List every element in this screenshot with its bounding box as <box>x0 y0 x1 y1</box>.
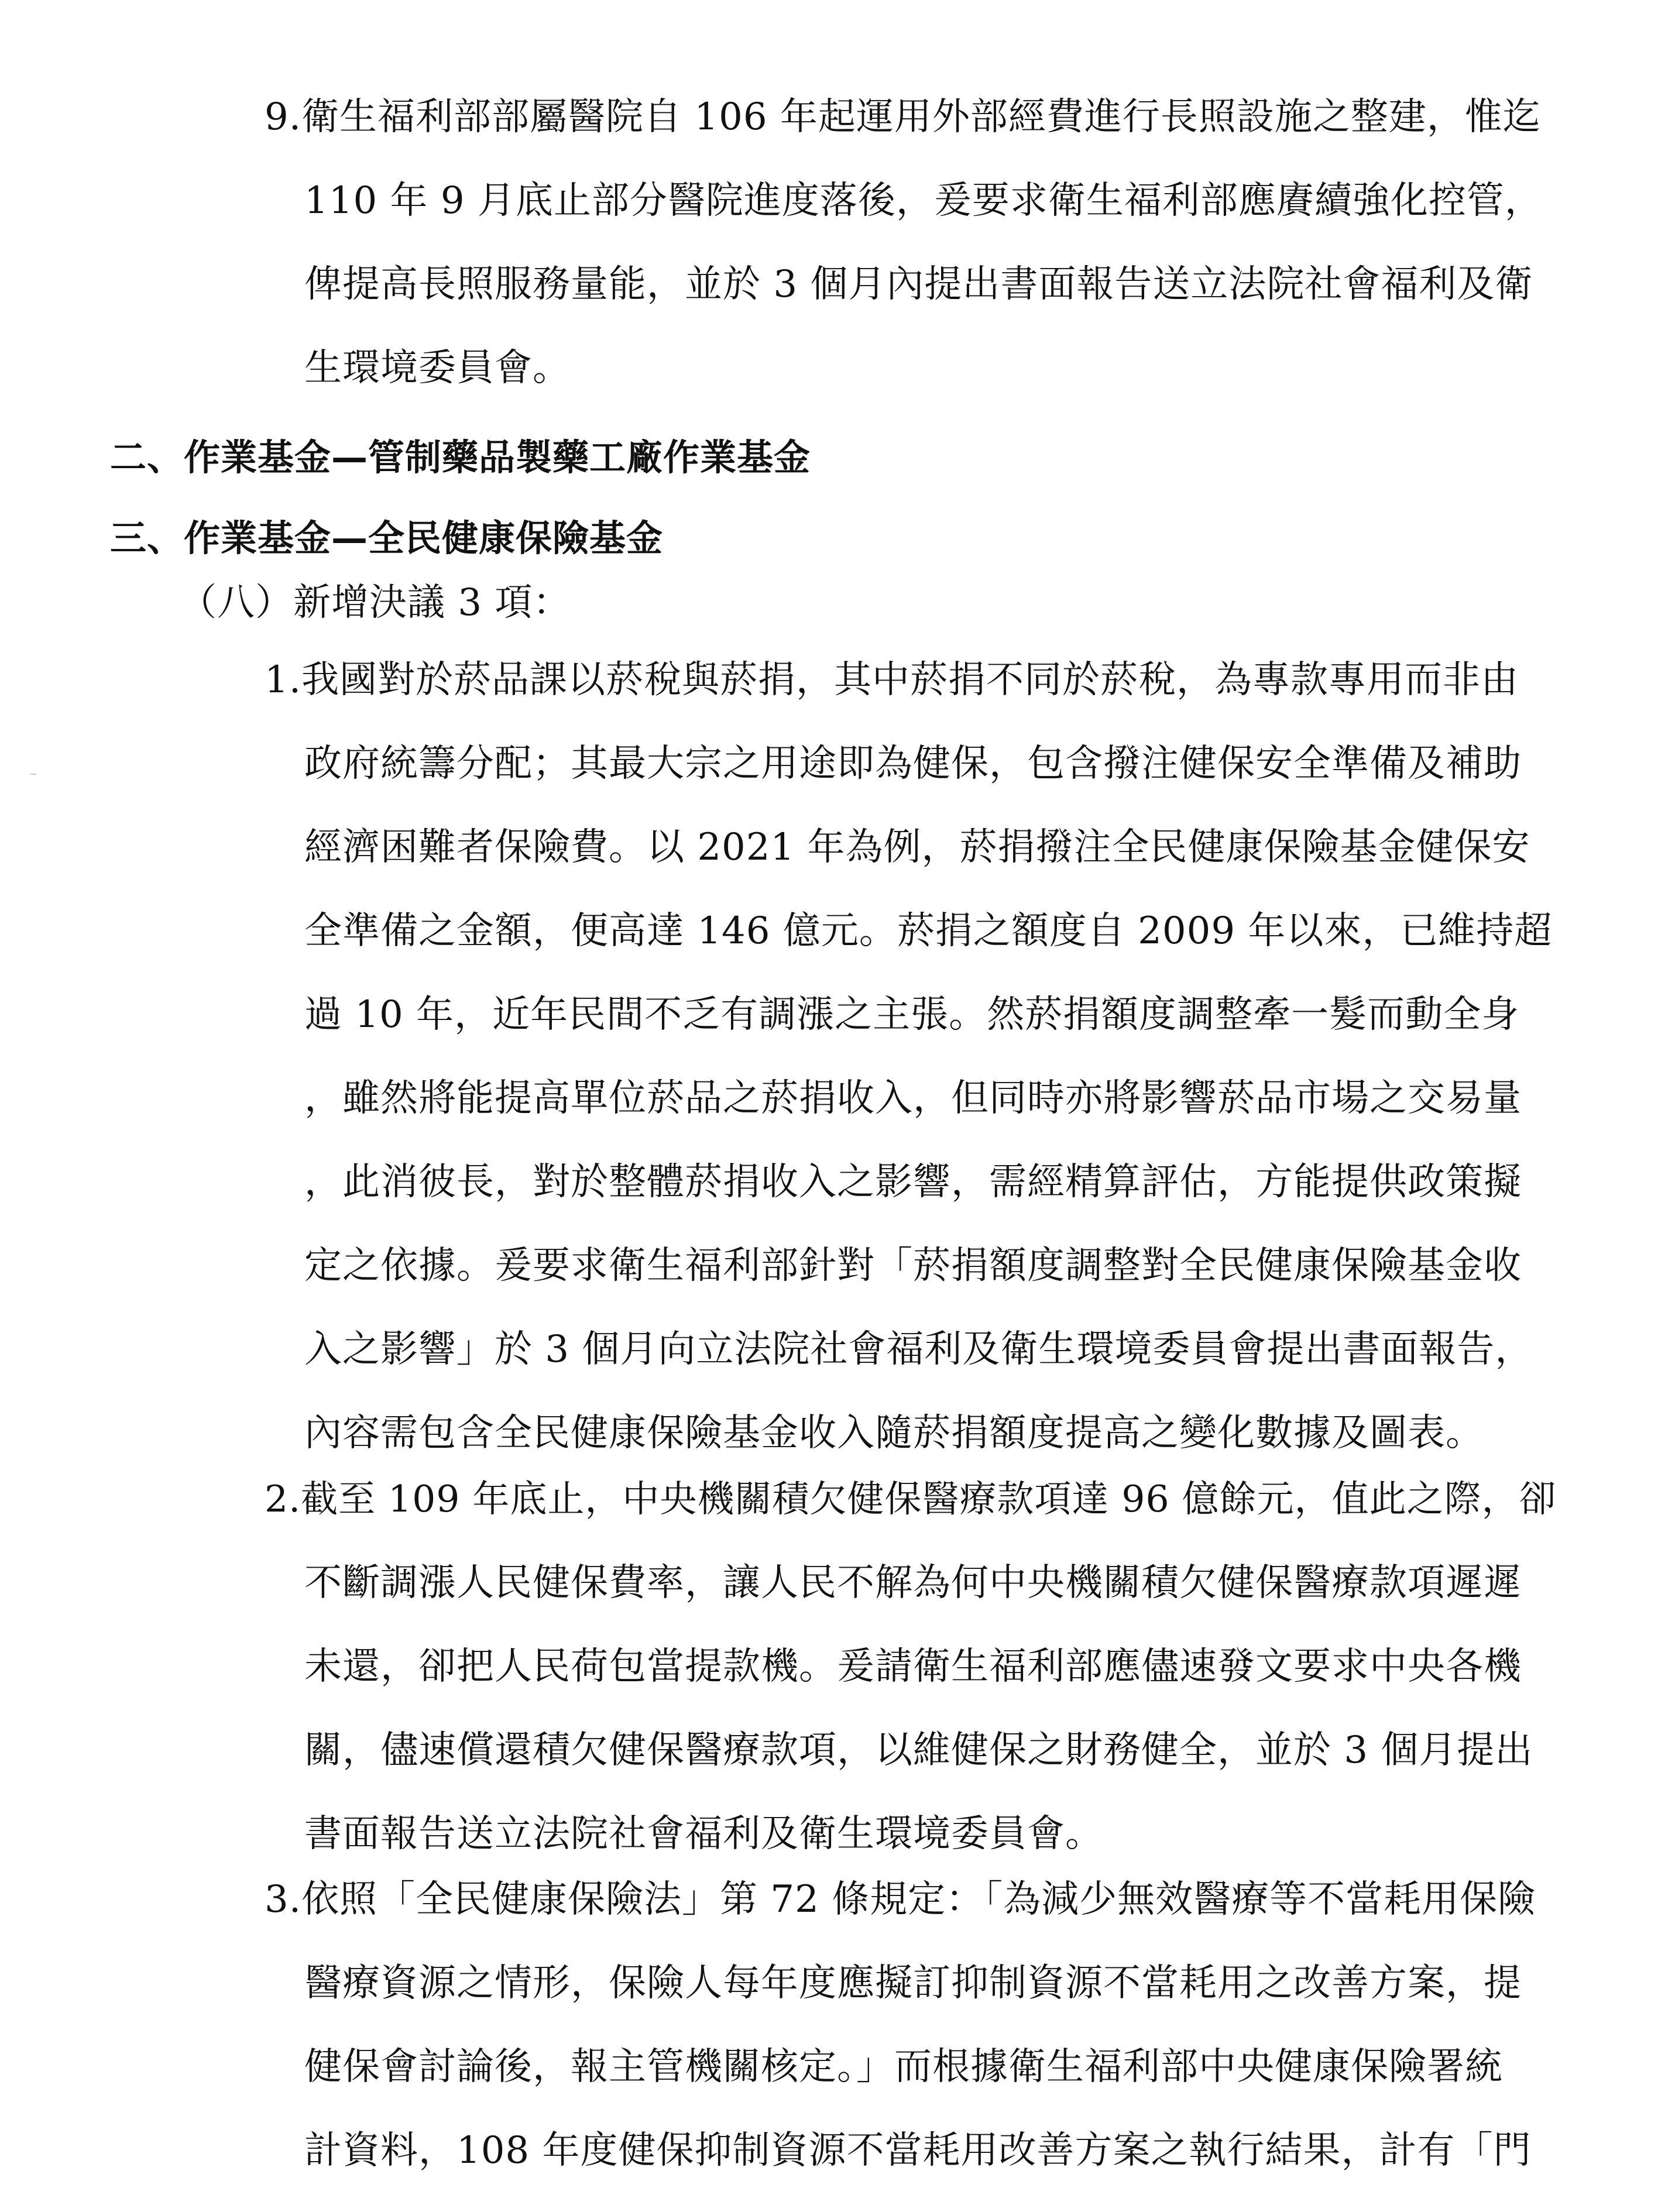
item9-line: 110 年 9 月底止部分醫院進度落後，爰要求衛生福利部應賡續強化控管， <box>304 179 1543 222</box>
resolution1-line: 過 10 年，近年民間不乏有調漲之主張。然菸捐額度調整牽一髮而動全身 <box>304 993 1520 1036</box>
item9-line: 俾提高長照服務量能，並於 3 個月內提出書面報告送立法院社會福利及衛 <box>304 263 1533 306</box>
scan-mark <box>30 774 36 775</box>
resolution1-line: 定之依據。爰要求衛生福利部針對「菸捐額度調整對全民健康保險基金收 <box>304 1244 1522 1287</box>
item9-line: 生環境委員會。 <box>304 346 571 390</box>
resolution2-line: 不斷調漲人民健保費率，讓人民不解為何中央機關積欠健保醫療款項遲遲 <box>304 1561 1522 1605</box>
section3-title: 三、作業基金—全民健康保險基金 <box>110 517 664 559</box>
resolution1-line: 1.我國對於菸品課以菸稅與菸捐，其中菸捐不同於菸稅，為專款專用而非由 <box>265 658 1519 702</box>
resolution2-line: 未還，卻把人民荷包當提款機。爰請衛生福利部應儘速發文要求中央各機 <box>304 1645 1522 1688</box>
resolution1-line: 內容需包含全民健康保險基金收入隨菸捐額度提高之變化數據及圖表。 <box>304 1411 1484 1455</box>
resolution2-line: 書面報告送立法院社會福利及衛生環境委員會。 <box>304 1812 1103 1856</box>
resolution3-line: 計資料，108 年度健保抑制資源不當耗用改善方案之執行結果，計有「門 <box>304 2129 1532 2172</box>
resolution2-line: 關，儘速償還積欠健保醫療款項，以維健保之財務健全，並於 3 個月提出 <box>304 1729 1533 1772</box>
item9-line: 9.衛生福利部部屬醫院自 106 年起運用外部經費進行長照設施之整建，惟迄 <box>265 95 1541 139</box>
resolution1-line: 政府統籌分配；其最大宗之用途即為健保，包含撥注健保安全準備及補助 <box>304 742 1522 785</box>
resolution3-line: 醫療資源之情形，保險人每年度應擬訂抑制資源不當耗用之改善方案，提 <box>304 1962 1522 2005</box>
resolution3-line: 健保會討論後，報主管機關核定。」而根據衛生福利部中央健康保險署統 <box>304 2045 1503 2089</box>
resolution1-line: ，此消彼長，對於整體菸捐收入之影響，需經精算評估，方能提供政策擬 <box>304 1160 1522 1204</box>
section2-title: 二、作業基金—管制藥品製藥工廠作業基金 <box>110 436 811 479</box>
resolution2-line: 2.截至 109 年底止，中央機關積欠健保醫療款項達 96 億餘元，值此之際，卻 <box>265 1478 1557 1520</box>
resolution1-line: 全準備之金額，便高達 146 億元。菸捐之額度自 2009 年以來，已維持超 <box>304 909 1553 953</box>
resolution1-line: ，雖然將能提高單位菸品之菸捐收入，但同時亦將影響菸品市場之交易量 <box>304 1077 1522 1120</box>
resolution1-line: 經濟困難者保險費。以 2021 年為例，菸捐撥注全民健康保險基金健保安 <box>304 826 1530 869</box>
subsection-title: （八）新增決議 3 項： <box>179 581 571 624</box>
resolution1-line: 入之影響」於 3 個月向立法院社會福利及衛生環境委員會提出書面報告， <box>304 1328 1533 1371</box>
resolution3-line: 3.依照「全民健康保險法」第 72 條規定：「為減少無效醫療等不當耗用保險 <box>265 1878 1536 1921</box>
